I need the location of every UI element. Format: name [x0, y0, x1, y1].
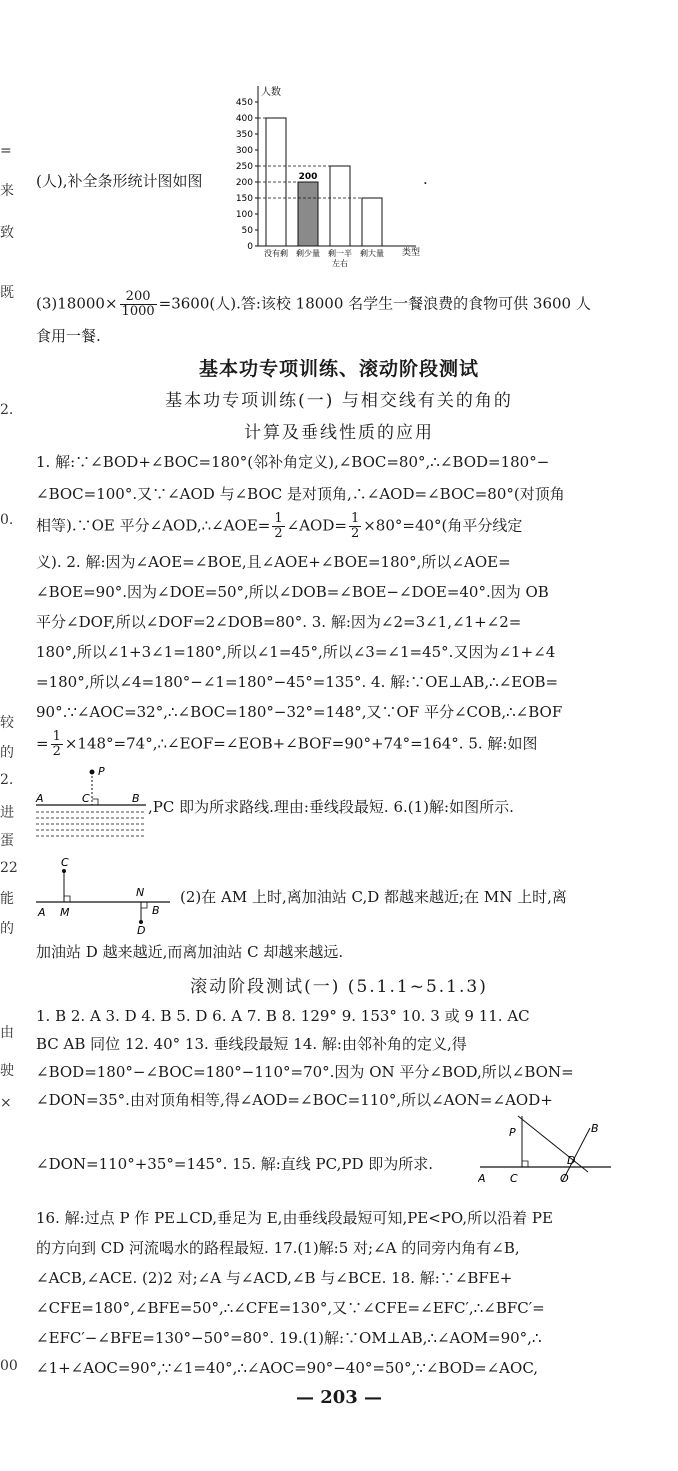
frac-numerator: 1 [52, 729, 61, 744]
frac-denominator: 2 [274, 526, 283, 541]
p1-line-2: ∠BOC=100°.又∵∠AOD 与∠BOC 是对顶角,∴∠AOD=∠BOC=80°(对顶角 [36, 485, 565, 503]
bar [330, 166, 350, 246]
margin-fragment: 能 [0, 891, 14, 907]
p2-line: ∠BOE=90°.因为∠DOE=50°,所以∠DOB=∠BOE−∠DOE=40°.因为 OB [36, 583, 549, 601]
test-line: ∠DON=35°.由对顶角相等,得∠AOD=∠BOC=110°,所以∠AON=∠AOD+ [36, 1091, 553, 1109]
frac-denominator: 1000 [121, 304, 155, 319]
frac-denominator: 2 [52, 744, 61, 759]
p2-last-pre: = [36, 734, 49, 753]
label-a: A [38, 906, 46, 919]
p2-line: 平分∠DOF,所以∠DOF=2∠DOB=80°. 3. 解:因为∠2=3∠1,∠1+∠2= [36, 613, 522, 631]
fraction-half [272, 512, 284, 541]
label-b: B [152, 904, 160, 917]
margin-fragment: × [0, 1095, 12, 1111]
test-line: 1. B 2. A 3. D 4. B 5. D 6. A 7. B 8. 129° 9. 153° 10. 3 或 9 11. AC [36, 1007, 530, 1025]
label-d: D [137, 924, 146, 936]
category-labels [264, 248, 384, 268]
right-angle-mark [92, 799, 98, 805]
margin-fragment: 0. [0, 512, 14, 528]
y-tick-label: 100 [235, 210, 253, 220]
test-after-line: 16. 解:过点 P 作 PE⊥CD,垂足为 E,由垂线段最短可知,PE<PO,所以沿着 PE [36, 1209, 553, 1227]
calc-prefix: (3)18000× [36, 294, 118, 313]
y-tick-label: 250 [235, 162, 253, 172]
frac-numerator: 200 [120, 290, 157, 305]
figure-5-river [34, 764, 149, 846]
section-subtitle-2: 计算及垂线性质的应用 [244, 423, 434, 443]
x-axis-label: 类型 [402, 248, 421, 258]
margin-fragment: 的 [0, 921, 14, 937]
label-p: P [509, 1126, 516, 1139]
margin-fragment: 致 [0, 225, 14, 241]
y-ticks [236, 98, 258, 252]
fraction-half [51, 730, 63, 759]
test-after-line: ∠1+∠AOC=90°,∵∠1=40°,∴∠AOC=90°−40°=50°,∵∠BOD=∠AOC, [36, 1359, 539, 1377]
figure-6-road [34, 854, 174, 936]
label-b: B [591, 1122, 599, 1135]
test-line: BC AB 同位 12. 40° 13. 垂线段最短 14. 解:由邻补角的定义,得 [36, 1035, 467, 1053]
intro-dot: . [423, 170, 428, 188]
margin-fragment: 蛋 [0, 833, 14, 849]
p2-last-line [36, 730, 646, 759]
p2-line: 180°,所以∠1+3∠1=180°,所以∠1=45°,所以∠3=∠1=45°.又因为∠1+∠4 [36, 643, 556, 661]
test-fig-line: ∠DON=110°+35°=145°. 15. 解:直线 PC,PD 即为所求. [36, 1155, 434, 1173]
y-tick-label: 0 [247, 242, 253, 252]
margin-fragment: = [0, 143, 12, 159]
category-label: 剩一半 [328, 249, 352, 258]
test-line: ∠BOD=180°−∠BOC=180°−110°=70°.因为 ON 平分∠BOD,所以∠BON= [36, 1063, 574, 1081]
label-n: N [136, 886, 145, 899]
bar [362, 198, 382, 246]
line-pd [518, 1116, 588, 1172]
page-number: — 203 — [295, 1387, 383, 1408]
y-tick-label: 450 [235, 98, 253, 108]
category-sublabel: 左右 [332, 259, 348, 268]
margin-fragment: 2. [0, 772, 14, 788]
test-after-line: 的方向到 CD 河流喝水的路程最短. 17.(1)解:5 对;∠A 的同旁内角有∠B, [36, 1239, 520, 1257]
margin-fragment: 较 [0, 715, 14, 731]
y-tick-label: 400 [235, 114, 253, 124]
label-b: B [132, 792, 140, 805]
fraction-half [349, 512, 361, 541]
intro-text: (人),补全条形统计图如图 [36, 172, 203, 190]
section-title: 基本功专项训练、滚动阶段测试 [198, 358, 479, 380]
y-axis-label: 人数 [261, 87, 281, 98]
frac-denominator: 2 [350, 526, 360, 541]
bar-chart [214, 82, 429, 272]
bar [298, 182, 318, 246]
label-c: C [510, 1172, 518, 1185]
label-d: D [567, 1154, 576, 1167]
p2-last-text: ×148°=74°,∴∠EOF=∠EOB+∠BOF=90°+74°=164°. 5. 解:如图 [64, 734, 538, 753]
p2-line: 90°.∵∠AOC=32°,∴∠BOC=180°−32°=148°,又∵OF 平分∠COB,∴∠BOF [36, 703, 563, 721]
y-tick-label: 300 [235, 146, 253, 156]
test-title: 滚动阶段测试(一) (5.1.1~5.1.3) [190, 977, 488, 997]
figure-15 [478, 1112, 613, 1190]
label-o: O [560, 1172, 569, 1185]
test-after-line: ∠EFC′−∠BFE=130°−50°=80°. 19.(1)解:∵OM⊥AB,∴∠AOM=90°,∴ [36, 1329, 542, 1347]
frac-numerator: 1 [274, 511, 283, 526]
p1-text-c: ×80°=40°(角平分线定 [363, 516, 523, 535]
section-subtitle-1: 基本功专项训练(一) 与相交线有关的角的 [165, 391, 513, 411]
frac-numerator: 1 [350, 511, 360, 526]
y-tick-label: 150 [235, 194, 253, 204]
label-p: P [98, 765, 105, 778]
margin-fragment: 2. [0, 402, 14, 418]
category-label: 剩少量 [296, 249, 320, 258]
calc-line [36, 290, 646, 319]
margin-fragment: 的 [0, 745, 14, 761]
right-angle-mark [522, 1161, 528, 1167]
margin-fragment: 既 [0, 285, 14, 301]
calc-suffix: =3600(人).答:该校 18000 名学生一餐浪费的食物可供 3600 人 [158, 294, 591, 313]
fig5-text: ,PC 即为所求路线.理由:垂线段最短. 6.(1)解:如图所示. [148, 798, 514, 816]
fig6-text-2: 加油站 D 越来越近,而离加油站 C 却越来越远. [36, 943, 344, 961]
label-c: C [61, 856, 69, 869]
test-after-line: ∠ACB,∠ACE. (2)2 对;∠A 与∠ACD,∠B 与∠BCE. 18. 解:∵∠BFE+ [36, 1269, 513, 1287]
fig6-text: (2)在 AM 上时,离加油站 C,D 都越来越近;在 MN 上时,离 [180, 888, 567, 906]
calc-fraction [120, 290, 157, 319]
bars [258, 118, 382, 246]
label-a: A [36, 792, 44, 805]
margin-fragment: 来 [0, 183, 14, 199]
margin-fragment: 22 [0, 860, 18, 876]
p2-line: 义). 2. 解:因为∠AOE=∠BOE,且∠AOE+∠BOE=180°,所以∠AOE= [36, 553, 511, 571]
label-m: M [60, 906, 70, 919]
y-tick-label: 350 [235, 130, 253, 140]
margin-fragment: 00 [0, 1358, 18, 1374]
label-c: C [82, 792, 90, 805]
p2-line: =180°,所以∠4=180°−∠1=180°−45°=135°. 4. 解:∵OE⊥AB,∴∠EOB= [36, 673, 559, 691]
p1-line-1: 1. 解:∵∠BOD+∠BOC=180°(邻补角定义),∠BOC=80°,∴∠BOD=180°− [36, 453, 550, 471]
p1-text-a: 相等).∵OE 平分∠AOD,∴∠AOE= [36, 516, 271, 535]
y-tick-label: 200 [235, 178, 253, 188]
right-angle-mark [64, 896, 70, 902]
margin-fragment: 进 [0, 805, 14, 821]
right-angle-mark [141, 902, 147, 908]
y-tick-label: 50 [241, 226, 253, 236]
label-a: A [478, 1172, 486, 1185]
calc-line-2: 食用一餐. [36, 327, 101, 345]
p1-text-b: ∠AOD= [286, 516, 347, 535]
category-label: 没有剩 [264, 249, 288, 258]
test-after-line: ∠CFE=180°,∠BFE=50°,∴∠CFE=130°,又∵∠CFE=∠EFC′,∴∠BFC′= [36, 1299, 545, 1317]
bar-data-label: 200 [298, 172, 318, 182]
margin-fragment: 驶 [0, 1063, 14, 1079]
margin-fragment: 由 [0, 1025, 14, 1041]
p1-line-3 [36, 512, 646, 541]
category-label: 剩大量 [360, 249, 384, 258]
